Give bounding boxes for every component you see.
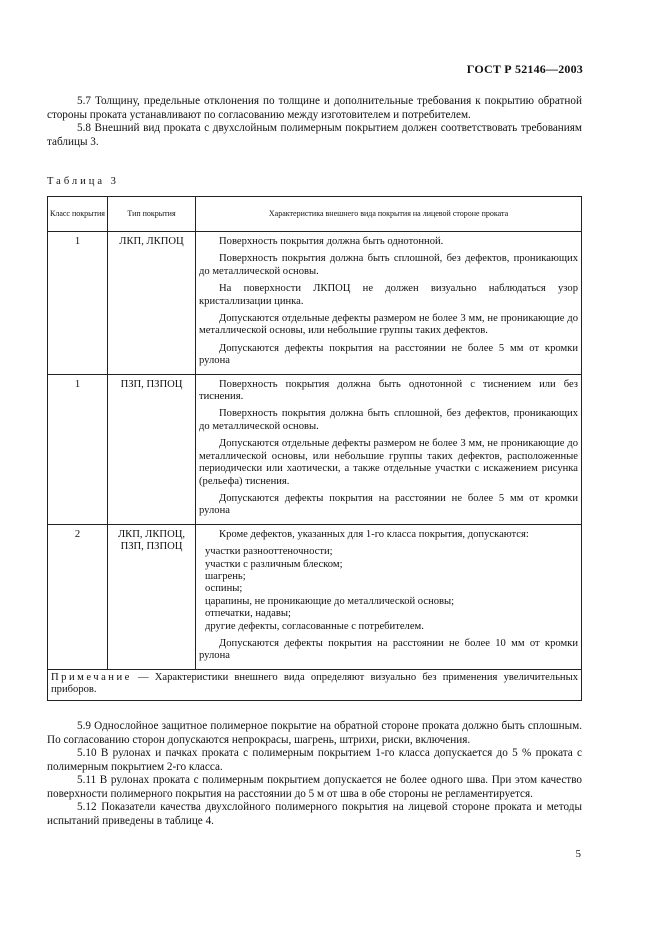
cell-class: 1 <box>48 374 108 524</box>
cell-type: ПЗП, ПЗПОЦ <box>108 374 196 524</box>
desc-line: Допускаются отдельные дефекты размером не более 3 мм, не проникающие до металлической основы, или небольшие группы таких дефектов, расположенные периодически или хаотически, а также отдельные участки с искажением рисунка (рельефа) тиснения. <box>199 438 578 487</box>
cell-description <box>196 524 582 669</box>
cell-type: ЛКП, ЛКПОЦ <box>108 232 196 375</box>
type-line: ПЗП, ПЗПОЦ <box>120 541 183 553</box>
cell-description <box>196 232 582 375</box>
cell-description <box>196 374 582 524</box>
list-item: шагрень; <box>205 570 246 582</box>
table-row <box>48 232 582 375</box>
header-type: Тип покрытия <box>108 197 196 232</box>
paragraph-5-10: 5.10 В рулонах и пачках проката с полимерным покрытием 1-го класса допускается до 5 % проката с полимерным покрытием 2-го класса. <box>47 747 582 773</box>
paragraph-5-9: 5.9 Однослойное защитное полимерное покрытие на обратной стороне проката должно быть сплошным. По согласованию сторон допускаются непрокрасы, шагрень, штрихи, риски, включения. <box>47 720 582 746</box>
appearance-table <box>47 196 582 701</box>
list-item: отпечатки, надавы; <box>205 608 291 620</box>
desc-line: На поверхности ЛКПОЦ не должен визуально наблюдаться узор кристаллизации цинка. <box>199 283 578 307</box>
desc-line: Допускаются дефекты покрытия на расстоянии не более 5 мм от кромки рулона <box>199 342 578 367</box>
intro-paragraphs <box>47 95 582 149</box>
desc-line: Допускаются дефекты покрытия на расстоянии не более 10 мм от кромки рулона <box>199 637 578 662</box>
note-text: — Характеристики внешнего вида определяют визуально без применения увеличительных приборов. <box>51 671 578 696</box>
cell-type <box>108 524 196 669</box>
desc-line: Поверхность покрытия должна быть однотонной. <box>219 236 444 247</box>
paragraph-5-11: 5.11 В рулонах проката с полимерным покрытием допускается не более одного шва. При этом качество поверхности полимерного покрытия на расстоянии до 5 м от шва в обе стороны не регламентируется. <box>47 774 582 800</box>
table-note <box>48 669 582 700</box>
cell-class: 2 <box>48 524 108 669</box>
table-row <box>48 374 582 524</box>
desc-intro: Кроме дефектов, указанных для 1-го класса покрытия, допускаются: <box>219 528 529 540</box>
list-item: царапины, не проникающие до металлической основы; <box>205 595 455 607</box>
document-id: ГОСТ Р 52146—2003 <box>466 62 583 76</box>
header-class: Класс покрытия <box>48 197 108 232</box>
defect-list <box>199 546 578 633</box>
page-number: 5 <box>575 848 581 860</box>
desc-line: Поверхность покрытия должна быть сплошной, без дефектов, проникающих до металлической основы. <box>199 253 578 277</box>
table-caption: Таблица 3 <box>47 176 119 187</box>
list-item: участки с различным блеском; <box>205 558 343 570</box>
table-note-row <box>48 669 582 700</box>
paragraph-5-12: 5.12 Показатели качества двухслойного полимерного покрытия на лицевой стороне проката и методы испытаний приведены в таблице 4. <box>47 801 582 827</box>
note-label: Примечание <box>51 671 132 683</box>
table-row <box>48 524 582 669</box>
list-item: оспины; <box>205 583 243 595</box>
table-header-row <box>48 197 582 232</box>
paragraph-5-8: 5.8 Внешний вид проката с двухслойным полимерным покрытием должен соответствовать требованиям таблицы 3. <box>47 122 582 148</box>
desc-line: Поверхность покрытия должна быть сплошной, без дефектов, проникающих до металлической основы. <box>199 408 578 432</box>
header-description: Характеристика внешнего вида покрытия на лицевой стороне проката <box>196 197 582 232</box>
list-item: участки разнооттеночности; <box>205 546 333 558</box>
desc-line: Поверхность покрытия должна быть однотонной с тиснением или без тиснения. <box>199 378 578 403</box>
list-item: другие дефекты, согласованные с потребителем. <box>205 620 424 632</box>
paragraph-5-7: 5.7 Толщину, предельные отклонения по толщине и дополнительные требования к покрытию обратной стороны проката устанавливают по согласованию между изготовителем и потребителем. <box>47 95 582 121</box>
desc-line: Допускаются отдельные дефекты размером не более 3 мм, не проникающие до металлической основы, или небольшие группы таких дефектов. <box>199 313 578 337</box>
closing-paragraphs <box>47 720 582 828</box>
type-line: ЛКП, ЛКПОЦ, <box>117 528 186 540</box>
desc-line: Допускаются дефекты покрытия на расстоянии не более 5 мм от кромки рулона <box>199 492 578 517</box>
cell-class: 1 <box>48 232 108 375</box>
